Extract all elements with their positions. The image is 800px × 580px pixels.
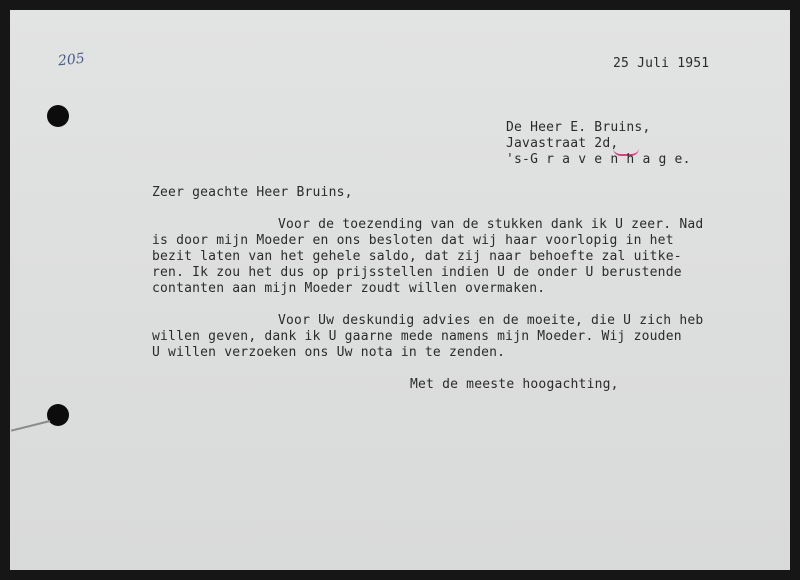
closing: Met de meeste hoogachting,	[410, 377, 619, 392]
salutation: Zeer geachte Heer Bruins,	[152, 185, 353, 200]
paragraph-2-line-2: willen geven, dank ik U gaarne mede namens mijn Moeder. Wij zouden	[152, 329, 682, 344]
paragraph-1-line-1: Voor de toezending van de stukken dank ik U zeer. Nad	[278, 217, 704, 232]
paragraph-1-line-5: contanten aan mijn Moeder zoudt willen overmaken.	[152, 281, 546, 296]
paragraph-2-line-1: Voor Uw deskundig advies en de moeite, die U zich heb	[278, 313, 704, 328]
letter-date: 25 Juli 1951	[613, 56, 710, 71]
address-line-1: De Heer E. Bruins,	[506, 120, 651, 135]
handwritten-number: 205	[57, 50, 86, 70]
address-line-2: Javastraat 2d,	[506, 136, 619, 151]
punch-hole-bottom	[47, 404, 69, 426]
punch-hole-top	[47, 105, 69, 127]
letter-page	[10, 10, 790, 570]
paragraph-1-line-3: bezit laten van het gehele saldo, dat zij naar behoefte zal uitke-	[152, 249, 682, 264]
paragraph-2-line-3: U willen verzoeken ons Uw nota in te zenden.	[152, 345, 506, 360]
paragraph-1-line-4: ren. Ik zou het dus op prijsstellen indien U de onder U berustende	[152, 265, 682, 280]
binding-thread	[11, 420, 50, 432]
address-line-3: 's-G r a v e n h a g e.	[506, 152, 691, 167]
paragraph-1-line-2: is door mijn Moeder en ons besloten dat wij haar voorlopig in het	[152, 233, 674, 248]
